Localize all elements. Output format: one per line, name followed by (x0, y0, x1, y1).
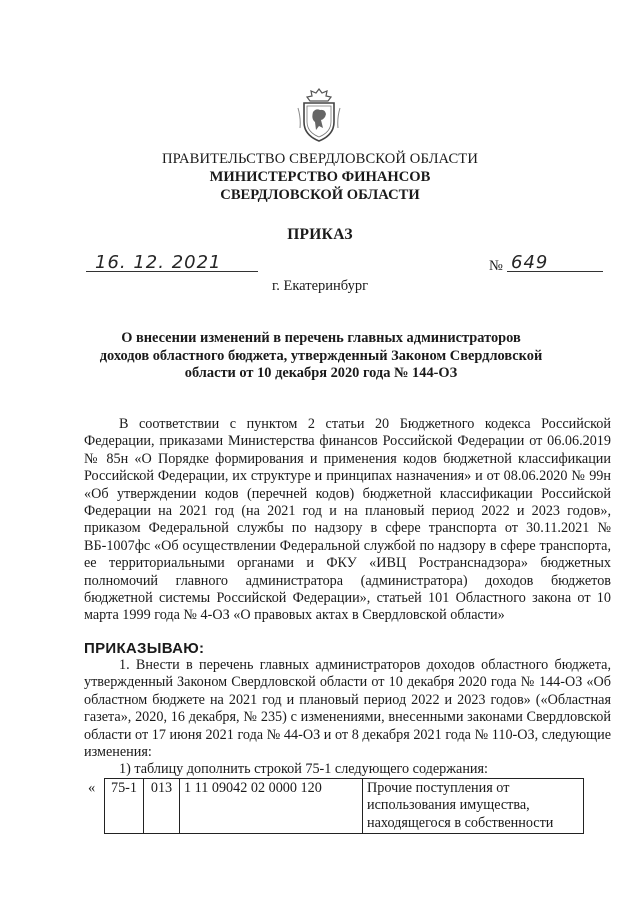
opening-quote: « (88, 780, 96, 796)
cell-kbk-code: 1 11 09042 02 0000 120 (180, 779, 363, 834)
order-word: ПРИКАЗЫВАЮ: (84, 640, 205, 657)
coat-of-arms-icon (296, 88, 342, 142)
order-number: 649 (511, 252, 549, 273)
number-label: № (489, 258, 503, 274)
table-row (105, 779, 584, 834)
order-date: 16. 12. 2021 (95, 252, 222, 273)
order-subject: О внесении изменений в перечень главных администраторов доходов областного бюджета, утвержденный Законом Свердловской области от 10 декабря 2020 года № 144-ОЗ (99, 330, 543, 381)
preamble-paragraph: В соответствии с пунктом 2 статьи 20 Бюджетного кодекса Российской Федерации, приказами Министерства финансов Российской Федерации от 06.06.2019 № 85н «О Порядке формирования и применения кодов бюджетной классификации Российской Федерации, их структуре и принципах назначения» и от 08.06.2020 № 99н «Об утверждении кодов (перечней кодов) бюджетной классификации Российской Федерации на 2021 год (на 2021 год и на плановый период 2022 и 2023 годов», приказом Федеральной службы по надзору в сфере транспорта от 30.11.2021 № ВБ-1007фс «Об осуществлении Федеральной службой по надзору в сфере транспорта, ее территориальными органами и ФКУ «ИВЦ Ространснадзора» бюджетных полномочий главного администратора (администратора) доходов бюджетов бюджетной системы Российской Федерации», статьей 101 Областного закона от 10 марта 1999 года № 4-ОЗ «О правовых актах в Свердловской области» (84, 416, 611, 624)
city: г. Екатеринбург (271, 278, 369, 294)
number-underline (507, 271, 603, 272)
government-name: ПРАВИТЕЛЬСТВО СВЕРДЛОВСКОЙ ОБЛАСТИ (162, 151, 478, 167)
item-1-paragraph: 1. Внести в перечень главных администраторов доходов областного бюджета, утвержденный Законом Свердловской области от 10 декабря 2020 года № 144-ОЗ «Об областном бюджете на 2021 год и плановый период 2022 и 2023 годов» («Областная газета», 2020, 16 декабря, № 235) с изменениями, внесенными законами Свердловской области от 17 июня 2021 года № 44-ОЗ и от 8 декабря 2021 года № 110-ОЗ, следующие изменения: (84, 657, 611, 761)
date-underline (86, 271, 258, 272)
cell-line-number: 75-1 (105, 779, 144, 834)
document-type: ПРИКАЗ (287, 226, 353, 243)
ministry-name-line1: МИНИСТЕРСТВО ФИНАНСОВ (209, 169, 431, 185)
ministry-name-line2: СВЕРДЛОВСКОЙ ОБЛАСТИ (220, 187, 420, 203)
amendment-table (104, 778, 584, 834)
cell-admin-code: 013 (144, 779, 180, 834)
subitem-1-paragraph: 1) таблицу дополнить строкой 75-1 следующего содержания: (119, 761, 488, 777)
cell-description: Прочие поступления от использования имущества, находящегося в собственности (363, 779, 584, 834)
